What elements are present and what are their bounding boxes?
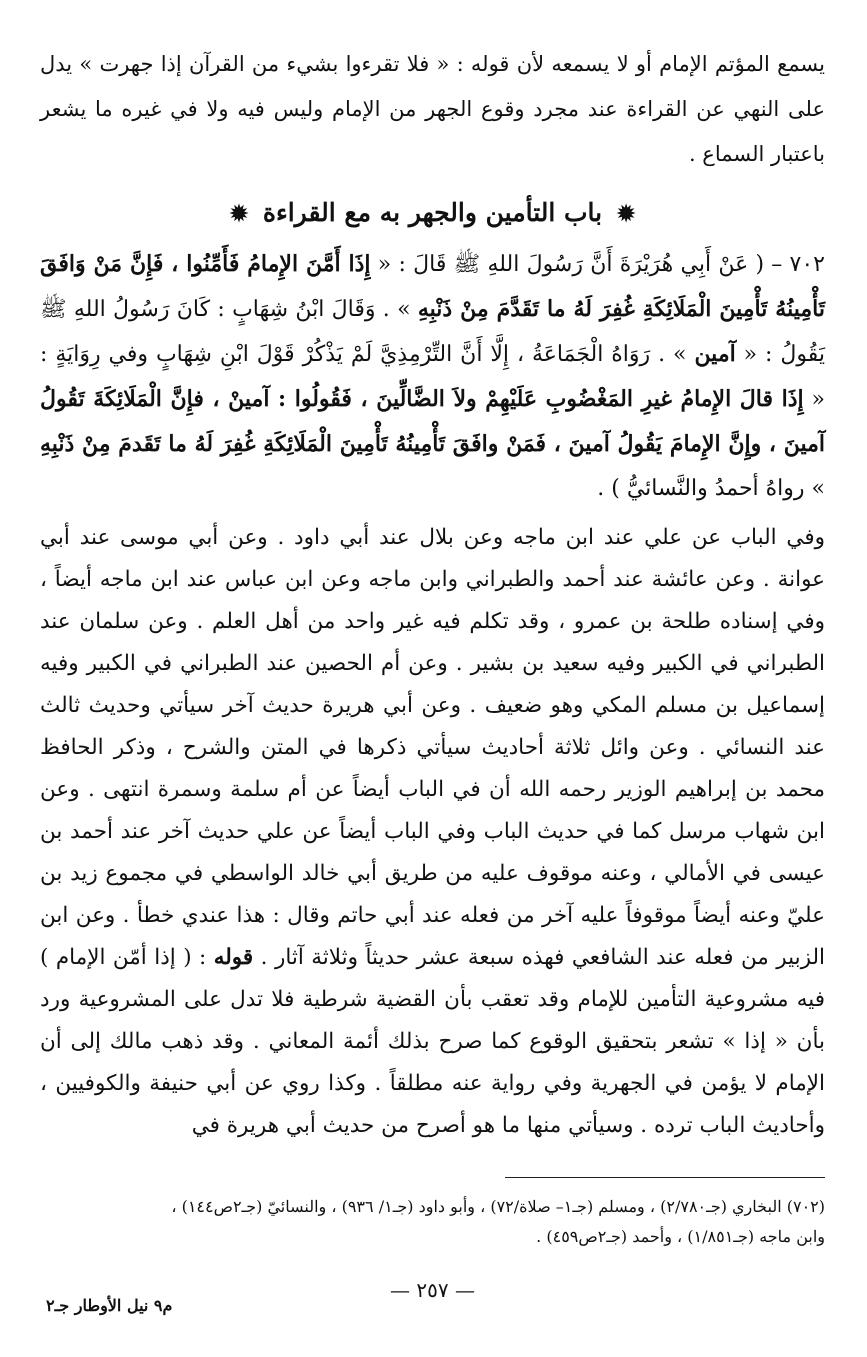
page-number: — ٢٥٧ — bbox=[390, 1278, 475, 1302]
commentary-body: وفي الباب عن علي عند ابن ماجه وعن بلال عند أبي داود . وعن أبي موسى عند أبي عوانة . وعن عائشة عند أحمد والطبراني وابن ماجه وعن ابن عباس عند ابن ماجه أيضاً ، وفي إسناده طلحة بن عمرو ، وقد تكلم فيه غير واحد من أهل العلم . وعن سلمان عند الطبراني في الكبير وفيه سعيد بن بشير . وعن أم الحصين عند الطبراني في الكبير وفيه إسماعيل بن مسلم المكي وهو ضعيف . وعن أبي هريرة حديث آخر سيأتي وحديث ثالث عند النسائي . وعن وائل ثلاثة أحاديث سيأتي ذكرها في المتن والشرح ، وذكر الحافظ محمد بن إبراهيم الوزير رحمه الله أن في الباب أيضاً عن أم سلمة وسمرة انتهى . وعن ابن شهاب مرسل كما في حديث الباب وفي الباب أيضاً عن علي حديث آخر عند أحمد بن عيسى في الأمالي ، وعنه موقوف عليه من طريق أبي خالد الواسطي في مجموع زيد بن عليّ وعنه أيضاً موقوفاً عليه آخر من فعله عند أبي حاتم وقال : هذا عندي خطأ . وعن ابن الزبير من فعله عند الشافعي فهذه سبعة عشر حديثاً وثلاثة آثار . bbox=[40, 525, 825, 970]
hadith-quote: إِذَا أَمَّنَ الإِمامُ فَأَمِّنُوا ، فَإِنَّ مَنْ وَافَقَ تَأْمِينُهُ تَأْمِينَ الْمَلَائِكَةِ غُفِرَ لَهُ ما تَقَدَّمَ مِنْ ذَنْبِهِ bbox=[40, 251, 825, 322]
hadith-narration: ٧٠٢ – ( عَنْ أَبِي هُرَيْرَةَ أَنَّ رَسُولَ اللهِ ﷺ قَالَ : « bbox=[370, 252, 825, 277]
star-ornament-icon: ✹ bbox=[229, 201, 249, 227]
chapter-title: باب التأمين والجهر به مع القراءة bbox=[262, 198, 603, 227]
hadith-quote: إِذَا قالَ الإِمامُ غيرِ المَغْضُوبِ عَلَيْهِمْ ولاَ الضَّالِّينَ ، فَقُولُوا : آمينْ ، فإِنَّ الْمَلَائِكَةَ تَقُولُ آمينَ ، وإِنَّ الإِمامَ يَقُولُ آمينَ ، فَمَنْ وافَقَ تَأْمِينُهُ تَأْمِينَ الْمَلَائِكَةِ غُفِرَ لَهُ ما تَقَدمَ مِنْ ذَنْبِهِ bbox=[40, 386, 825, 457]
hadith-quote: آمين bbox=[694, 341, 736, 367]
commentary-tail: : ( إذا أمّن الإمام ) فيه مشروعية التأمين للإمام وقد تعقب بأن القضية شرطية فلا تدل على المشروعية ورد بأن « إذا » تشعر بتحقيق الوقوع كما صرح بذلك أئمة المعاني . وقد ذهب مالك إلى أن الإمام لا يؤمن في الجهرية وفي رواية عنه مطلقاً . وكذا روي عن أبي حنيفة والكوفيين ، وأحاديث الباب ترده . وسيأتي منها ما هو أصرح من حديث أبي هريرة في bbox=[40, 945, 825, 1138]
footnote-line: (٧٠٢) البخاري (جـ٢/٧٨٠) ، ومسلم (جـ١– صلاة/٧٢) ، وأبو داود (جـ١/ ٩٣٦) ، والنسائيّ (جـ٢ص١٤٤) ، bbox=[171, 1197, 825, 1216]
star-ornament-icon: ✹ bbox=[616, 201, 636, 227]
hadith-narration: » رواهُ أحمدُ والنَّسائيُّ ) . bbox=[597, 476, 825, 501]
chapter-heading bbox=[40, 191, 825, 236]
intro-paragraph: يسمع المؤتم الإمام أو لا يسمعه لأن قوله : « فلا تقرءوا بشيء من القرآن إذا جهرت » يدل على النهي عن القراءة عند مجرد وقوع الجهر من الإمام وليس فيه ولا في غيره ما يشعر باعتبار السماع . bbox=[40, 52, 825, 166]
commentary-keyword: قوله bbox=[213, 945, 254, 970]
hadith-narration: » . رَوَاهُ الْجَمَاعَةُ ، إِلَّا أَنَّ التِّرْمِذِيَّ لَمْ يَذْكُرْ قَوْلَ ابْنِ شِهَابٍ وفي رِوَايَةٍ : « bbox=[40, 342, 826, 412]
hadith-narration: » . وَقَالَ ابْنُ شِهَابٍ : كَانَ رَسُولُ اللهِ ﷺ يَقُولُ : « bbox=[40, 297, 826, 367]
signature-mark: م٩ نيل الأوطار جـ٢ bbox=[46, 1296, 173, 1315]
hadith-text bbox=[40, 242, 825, 511]
footnote-divider bbox=[505, 1177, 825, 1178]
footnote-line: وابن ماجه (جـ١/٨٥١) ، وأحمد (جـ٢ص٤٥٩) . bbox=[536, 1227, 825, 1246]
commentary-paragraph bbox=[40, 517, 825, 1147]
footnotes bbox=[40, 1192, 825, 1252]
